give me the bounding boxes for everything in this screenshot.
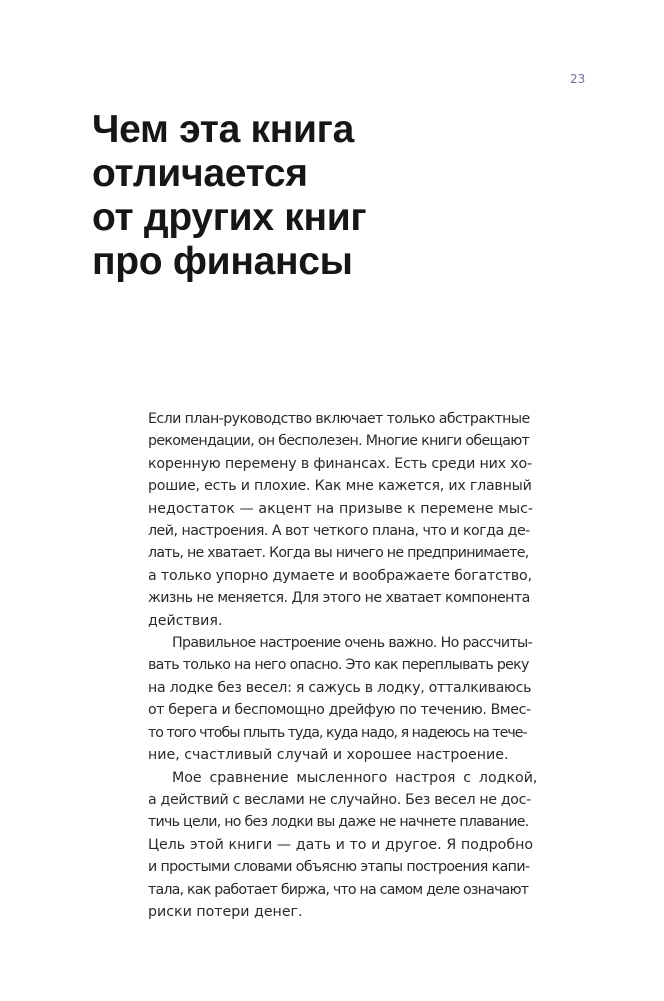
- text-line: на лодке без весел: я сажусь в лодку, отталкиваюсь: [148, 679, 532, 696]
- text-line: тала, как работает биржа, что на самом деле означают: [148, 881, 529, 898]
- text-line: жизнь не меняется. Для этого не хватает компонента: [148, 590, 530, 607]
- title-line: Чем эта книга: [92, 108, 354, 151]
- text-line: риски потери денег.: [148, 903, 303, 920]
- text-line: тичь цели, но без лодки вы даже не начнете плавание.: [148, 814, 529, 831]
- text-line: Правильное настроение очень важно. Но рассчиты-: [172, 635, 533, 652]
- text-line: лать, не хватает. Когда вы ничего не предпринимаете,: [148, 545, 529, 562]
- paragraph: [148, 408, 582, 632]
- body-text: [148, 408, 582, 923]
- title-line: от других книг: [92, 196, 367, 239]
- text-line: Если план-руководство включает только абстрактные: [148, 411, 530, 427]
- chapter-title: [92, 108, 366, 284]
- text-line: лей, настроения. А вот четкого плана, что и когда де-: [148, 523, 530, 540]
- page-number: 23: [570, 72, 586, 86]
- text-line: и простыми словами объясню этапы построения капи-: [148, 859, 530, 876]
- text-line: то того чтобы плыть туда, куда надо, я надеюсь на тече-: [148, 724, 527, 741]
- paragraph: [148, 767, 582, 924]
- title-line: отличается: [92, 152, 308, 195]
- text-line: Цель этой книги — дать и то и другое. Я подробно: [148, 836, 534, 853]
- text-line: рекомендации, он бесполезен. Многие книги обещают: [148, 433, 530, 450]
- text-line: недостаток — акцент на призыве к перемене мыс-: [148, 500, 533, 517]
- text-line: от берега и беспомощно дрейфую по течению. Вмес-: [148, 702, 531, 719]
- text-line: вать только на него опасно. Это как переплывать реку: [148, 657, 529, 674]
- text-line: рошие, есть и плохие. Как мне кажется, их главный: [148, 478, 532, 495]
- paragraph: [148, 632, 582, 766]
- text-line: ние, счастливый случай и хорошее настроение.: [148, 747, 509, 764]
- text-line: а действий с веслами не случайно. Без весел не дос-: [148, 791, 531, 808]
- text-line: а только упорно думаете и воображаете богатство,: [148, 567, 532, 584]
- text-line: действия.: [148, 612, 223, 629]
- title-line: про финансы: [92, 240, 353, 283]
- text-line: коренную перемену в финансах. Есть среди них хо-: [148, 455, 532, 472]
- text-line: Мое сравнение мысленного настроя с лодкой,: [172, 769, 538, 786]
